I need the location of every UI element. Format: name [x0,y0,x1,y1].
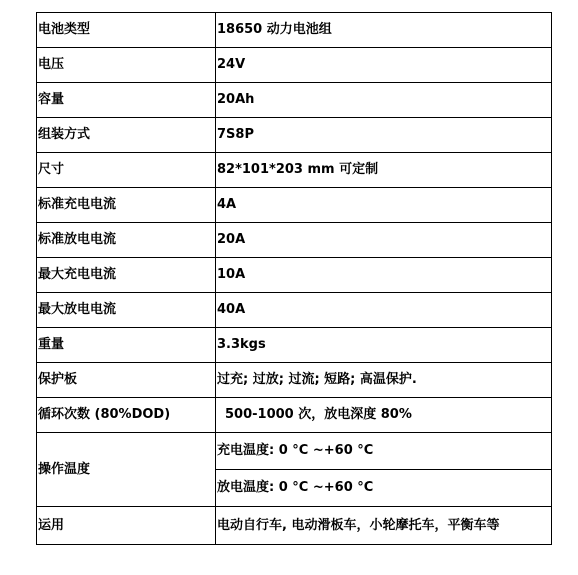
spec-label: 操作温度 [37,433,216,507]
spec-label: 运用 [37,507,216,545]
spec-row-protection-board [37,363,552,398]
spec-row-operating-temp [37,433,552,470]
spec-label: 组装方式 [37,118,216,153]
spec-row-capacity [37,83,552,118]
spec-label: 循环次数 (80%DOD) [37,398,216,433]
spec-label: 重量 [37,328,216,363]
spec-value: 3.3kgs [216,328,552,363]
spec-row-battery-type [37,13,552,48]
spec-row-cycle-count [37,398,552,433]
spec-label: 电池类型 [37,13,216,48]
spec-label: 最大放电电流 [37,293,216,328]
spec-row-std-discharge-current [37,223,552,258]
battery-spec-table [36,12,552,545]
spec-value: 过充; 过放; 过流; 短路; 高温保护. [216,363,552,398]
spec-label: 容量 [37,83,216,118]
spec-row-voltage [37,48,552,83]
spec-label: 保护板 [37,363,216,398]
spec-row-assembly [37,118,552,153]
spec-value: 20Ah [216,83,552,118]
spec-label: 最大充电电流 [37,258,216,293]
spec-value [216,398,552,433]
spec-label: 尺寸 [37,153,216,188]
spec-value: 82*101*203 mm 可定制 [216,153,552,188]
spec-value-discharge-temp: 放电温度: 0 °C ~+60 °C [216,470,552,507]
spec-row-size [37,153,552,188]
spec-row-std-charge-current [37,188,552,223]
spec-row-weight [37,328,552,363]
spec-value: 24V [216,48,552,83]
spec-value: 4A [216,188,552,223]
spec-row-max-charge-current [37,258,552,293]
spec-value-charge-temp: 充电温度: 0 °C ~+60 °C [216,433,552,470]
spec-label: 标准充电电流 [37,188,216,223]
spec-label: 电压 [37,48,216,83]
spec-label: 标准放电电流 [37,223,216,258]
spec-value-text: 500-1000 次，放电深度 80% [225,407,412,422]
spec-value: 7S8P [216,118,552,153]
spec-value: 18650 动力电池组 [216,13,552,48]
spec-value: 20A [216,223,552,258]
spec-row-max-discharge-current [37,293,552,328]
spec-value: 10A [216,258,552,293]
spec-row-usage [37,507,552,545]
spec-value: 40A [216,293,552,328]
spec-value: 电动自行车, 电动滑板车，小轮摩托车，平衡车等 [216,507,552,545]
